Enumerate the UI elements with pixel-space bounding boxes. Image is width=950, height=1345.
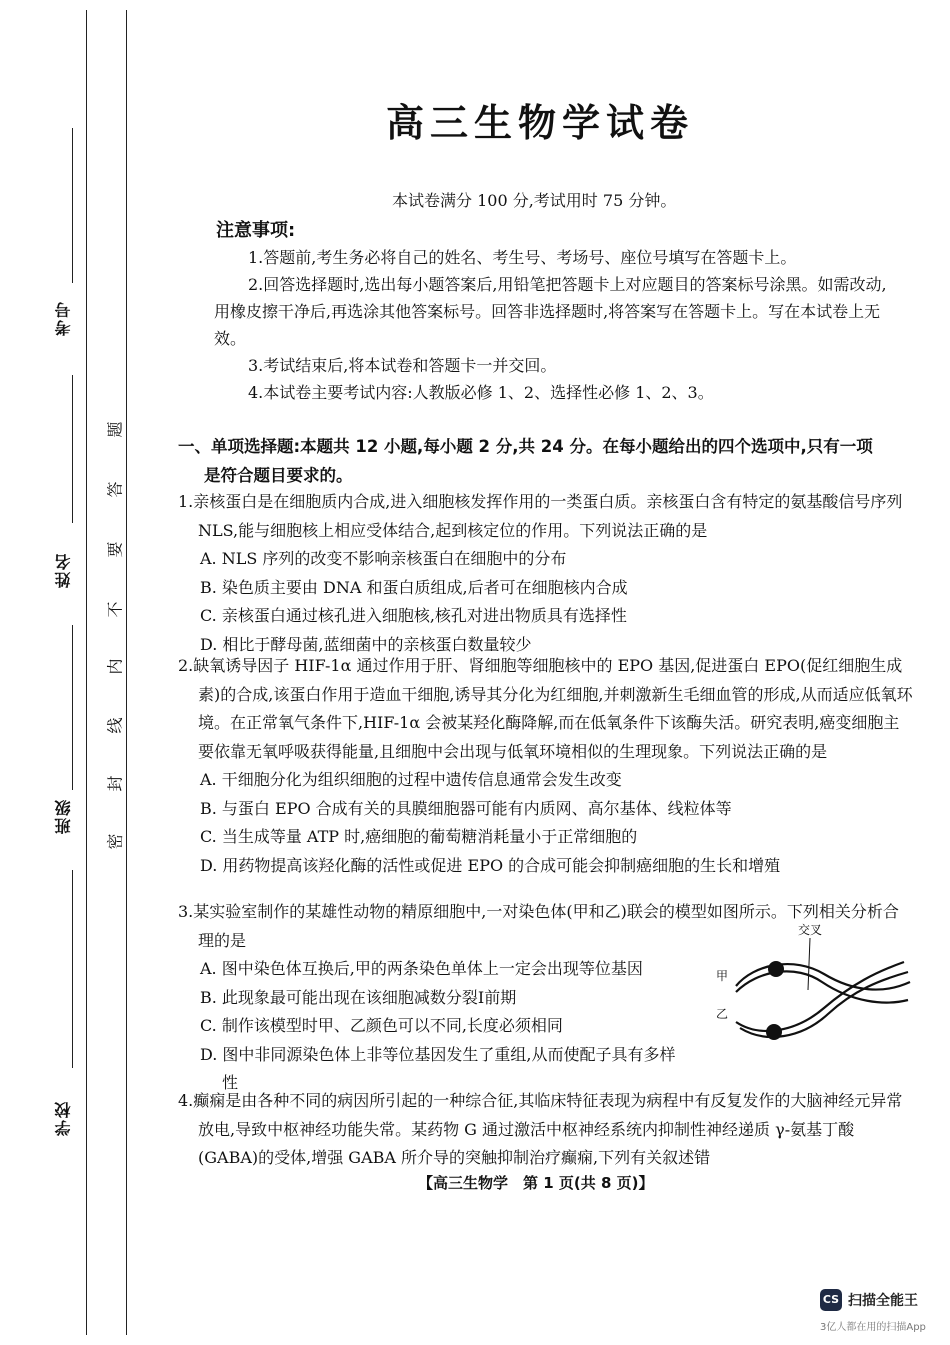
note-item: 1.答题前,考生务必将自己的姓名、考生号、考场号、座位号填写在答题卡上。 bbox=[248, 248, 797, 267]
figure-label-jia: 甲 bbox=[716, 969, 729, 983]
option-d: D. 用药物提高该羟化酶的活性或促进 EPO 的合成可能会抑制癌细胞的生长和增殖 bbox=[200, 855, 781, 875]
question-stem: 3.某实验室制作的某雄性动物的精原细胞中,一对染色体(甲和乙)联会的模型如图所示。下列相关分析合理的是 bbox=[178, 902, 899, 950]
figure-label-cross: 交叉 bbox=[798, 923, 823, 937]
scanner-name: 扫描全能王 bbox=[848, 1293, 918, 1309]
option-c: C. 当生成等量 ATP 时,癌细胞的葡萄糖消耗量小于正常细胞的 bbox=[200, 827, 638, 846]
option-a: A. 图中染色体互换后,甲的两条染色单体上一定会出现等位基因 bbox=[200, 959, 643, 978]
notes-title: 注意事项: bbox=[216, 220, 296, 241]
seal-char: 线 bbox=[105, 717, 125, 734]
note-item: 3.考试结束后,将本试卷和答题卡一并交回。 bbox=[248, 356, 557, 375]
scanner-logo-icon: CS bbox=[820, 1289, 842, 1311]
name-blank bbox=[72, 625, 73, 790]
binding-line-inner bbox=[126, 10, 127, 1335]
school-label: 学校 bbox=[54, 1100, 73, 1136]
option-c: C. 亲核蛋白通过核孔进入细胞核,核孔对进出物质具有选择性 bbox=[200, 606, 627, 625]
class-blank bbox=[72, 870, 73, 1068]
seal-char: 不 bbox=[105, 601, 125, 618]
figure-label-yi: 乙 bbox=[716, 1007, 729, 1021]
option-a: A. 干细胞分化为组织细胞的过程中遗传信息通常会发生改变 bbox=[200, 770, 622, 789]
option-d: D. 图中非同源染色体上非等位基因发生了重组,从而使配子具有多样性 bbox=[200, 1044, 676, 1092]
binding-line-outer bbox=[86, 10, 87, 1335]
name-label: 姓名 bbox=[54, 552, 73, 588]
note-item: 2.回答选择题时,选出每小题答案后,用铅笔把答题卡上对应题目的答案标号涂黑。如需改动,用橡皮擦干净后,再选涂其他答案标号。回答非选择题时,将答案写在答题卡上。写在本试卷上无效。 bbox=[214, 275, 887, 348]
seal-char: 要 bbox=[105, 541, 125, 558]
option-b: B. 染色质主要由 DNA 和蛋白质组成,后者可在细胞核内合成 bbox=[200, 577, 628, 597]
centromere-jia bbox=[768, 961, 784, 977]
exam-intro: 本试卷满分 100 分,考试用时 75 分钟。 bbox=[392, 191, 677, 210]
seal-char: 答 bbox=[105, 481, 125, 498]
exam-title: 高三生物学试卷 bbox=[385, 101, 694, 145]
question-4 bbox=[178, 1087, 913, 1173]
chromosome-yi-chromatid-2 bbox=[740, 972, 908, 1037]
question-1 bbox=[178, 488, 913, 659]
chromosome-synapsis-figure bbox=[714, 922, 914, 1042]
seal-char: 密 bbox=[105, 833, 125, 850]
option-c: C. 制作该模型时甲、乙颜色可以不同,长度必须相同 bbox=[200, 1016, 563, 1035]
seal-char: 题 bbox=[105, 421, 125, 438]
option-b: B. 此现象最可能出现在该细胞减数分裂Ⅰ前期 bbox=[200, 987, 517, 1007]
option-d: D. 相比于酵母菌,蓝细菌中的亲核蛋白数量较少 bbox=[200, 634, 532, 654]
exam-number-blank bbox=[72, 128, 73, 283]
section-heading-line1: 一、单项选择题:本题共 12 小题,每小题 2 分,共 24 分。在每小题给出的四个选项中,只有一项 bbox=[178, 437, 873, 456]
chromosome-jia-chromatid-1 bbox=[736, 964, 910, 989]
option-a: A. NLS 序列的改变不影响亲核蛋白在细胞中的分布 bbox=[200, 549, 567, 568]
seal-char: 内 bbox=[105, 658, 125, 675]
centromere-yi bbox=[766, 1024, 782, 1040]
seal-char: 封 bbox=[105, 775, 125, 792]
page-footer: 【高三生物学 第 1 页(共 8 页)】 bbox=[418, 1174, 654, 1192]
exam-number-label: 考号 bbox=[54, 300, 73, 336]
question-stem: 4.癫痫是由各种不同的病因所引起的一种综合征,其临床特征表现为病程中有反复发作的大脑神经元异常放电,导致中枢神经功能失常。某药物 G 通过激活中枢神经系统内抑制性神经递质 γ-氨基丁酸(GABA)的受体,增强 GABA 所介导的突触抑制治疗癫痫,下列有关叙述错 bbox=[178, 1091, 903, 1167]
question-stem: 2.缺氧诱导因子 HIF-1α 通过作用于肝、肾细胞等细胞核中的 EPO 基因,促进蛋白 EPO(促红细胞生成素)的合成,该蛋白作用于造血干细胞,诱导其分化为红细胞,并刺激新生毛细血管的形成,从而适应低氧环境。在正常氧气条件下,HIF-1α 会被某羟化酶降解,而在低氧条件下该酶失活。研究表明,癌变细胞主要依靠无氧呼吸获得能量,且细胞中会出现与低氧环境相似的生理现象。下列说法正确的是 bbox=[178, 656, 913, 761]
exam-number-blank-lower bbox=[72, 375, 73, 523]
scanner-tagline: 3亿人都在用的扫描App bbox=[820, 1322, 926, 1333]
section-heading bbox=[178, 432, 918, 490]
chromosome-jia-chromatid-2 bbox=[736, 971, 908, 1002]
option-b: B. 与蛋白 EPO 合成有关的具膜细胞器可能有内质网、高尔基体、线粒体等 bbox=[200, 798, 732, 818]
question-2 bbox=[178, 652, 913, 880]
note-item: 4.本试卷主要考试内容:人教版必修 1、2、选择性必修 1、2、3。 bbox=[248, 383, 714, 402]
question-3-options bbox=[178, 955, 688, 1098]
question-stem: 1.亲核蛋白是在细胞质内合成,进入细胞核发挥作用的一类蛋白质。亲核蛋白含有特定的氨基酸信号序列 NLS,能与细胞核上相应受体结合,起到核定位的作用。下列说法正确的是 bbox=[178, 492, 903, 540]
cross-pointer-line bbox=[808, 938, 810, 990]
scanner-watermark bbox=[820, 1289, 918, 1311]
class-label: 班级 bbox=[54, 798, 73, 834]
section-heading-line2: 是符合题目要求的。 bbox=[204, 466, 353, 485]
notes-list bbox=[214, 244, 894, 406]
